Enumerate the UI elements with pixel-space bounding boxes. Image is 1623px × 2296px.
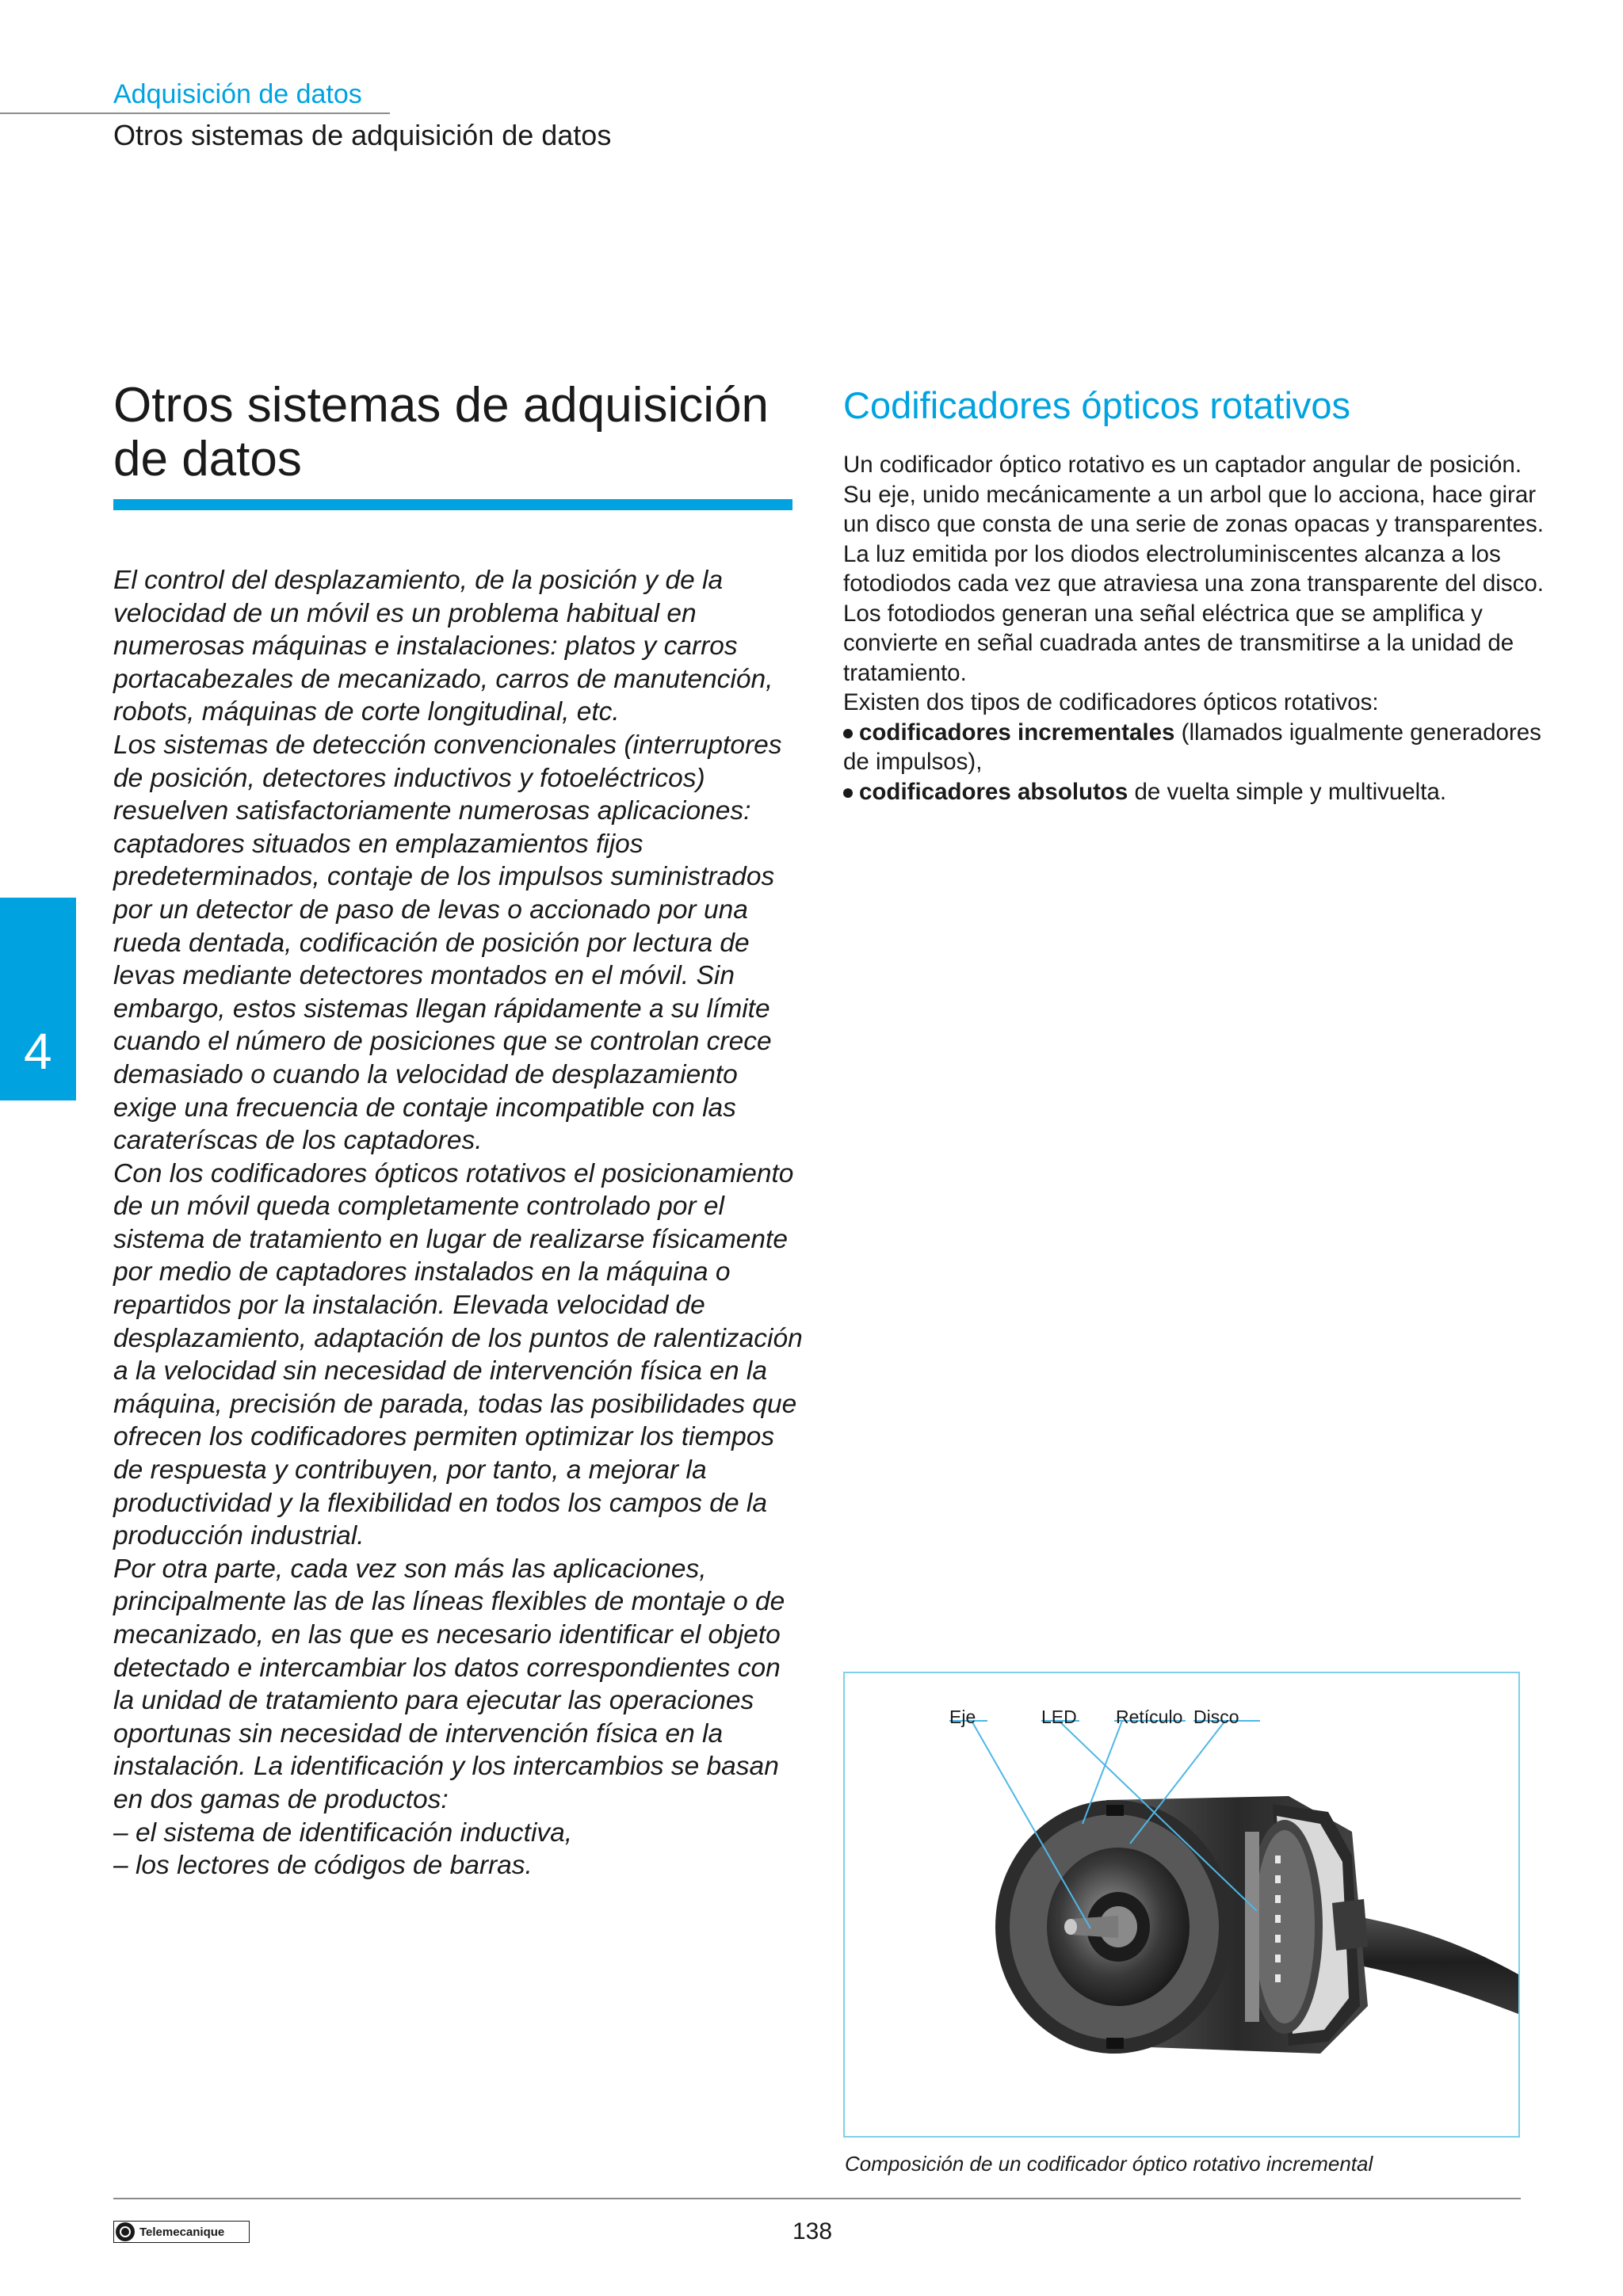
logo-text: Telemecanique <box>139 2225 225 2239</box>
page-title <box>113 379 795 486</box>
page-title-line-1: Otros sistemas de adquisición <box>113 378 769 433</box>
bullet-term: codificadores absolutos <box>859 778 1128 805</box>
bullet-text: de vuelta simple y multivuelta. <box>1128 778 1447 805</box>
intro-paragraph: El control del desplazamiento, de la posición y de la velocidad de un móvil es un problema habitual en numerosas máquinas e instalaciones: platos y carros portacabezales de mecanizado, carros de manutención, robots, máquinas de corte longitudinal, etc. <box>113 566 773 727</box>
section-heading: Codificadores ópticos rotativos <box>843 384 1351 426</box>
section-paragraph: Un codificador óptico rotativo es un captador angular de posición. Su eje, unido mecánicamente a un arbol que lo acciona, hace girar un disco que consta de una serie de zonas opacas y transparentes. La luz emitida por los diodos electroluminiscentes alcanza a los fotodiodos cada vez que atraviesa una zona transparente del disco. Los fotodiodos generan una señal eléctrica que se amplifica y convierte en señal cuadrada antes de transmitirse a la unidad de tratamiento. <box>843 452 1544 686</box>
intro-list-item: – los lectores de códigos de barras. <box>113 1851 533 1881</box>
encoder-illustration <box>845 1673 1518 2136</box>
intro-paragraph: Los sistemas de detección convencionales (interruptores de posición, detectores inductivos y fotoeléctricos) resuelven satisfactoriamente numerosas aplicaciones: captadores situados en emplazamientos fijos predeterminados, contaje de los impulsos suministrados por un detector de paso de levas o accionado por una rueda dentada, codificación de posición por lectura de levas mediante detectores montados en el móvil. Sin embargo, estos sistemas llegan rápidamente a su límite cuando el número de posiciones que se controlan crece demasiado o cuando la velocidad de desplazamiento exige una frecuencia de contaje incompatible con las carateríscas de los captadores. <box>113 730 782 1156</box>
figure-label-disco: Disco <box>1193 1707 1239 1727</box>
intro-paragraph: Por otra parte, cada vez son más las aplicaciones, principalmente las de las líneas flexibles de montaje o de mecanizado, en las que es necesario identificar el objeto detectado e intercambiar los datos correspondientes con la unidad de tratamiento para ejecutar las operaciones oportunas sin necesidad de intervención física en la instalación. La identificación y los intercambios se basan en dos gamas de productos: <box>113 1554 785 1814</box>
figure-label-eje: Eje <box>949 1707 976 1727</box>
page-number: 138 <box>792 2218 833 2245</box>
intro-list-item: – el sistema de identificación inductiva, <box>113 1817 573 1848</box>
figure-frame <box>843 1672 1520 2138</box>
title-underline-bar <box>113 499 792 510</box>
intro-paragraph: Con los codificadores ópticos rotativos el posicionamiento de un móvil queda completamente controlado por el sistema de tratamiento en lugar de realizarse físicamente por medio de captadores instalados en la máquina o repartidos por la instalación. Elevada velocidad de desplazamiento, adaptación de los puntos de ralentización a la velocidad sin necesidad de intervención física en la máquina, precisión de parada, todas las posibilidades que ofrecen los codificadores permiten optimizar los tiempos de respuesta y contribuyen, por tanto, a mejorar la productividad y la flexibilidad en todos los campos de la producción industrial. <box>113 1158 803 1551</box>
header-section-title: Adquisición de datos <box>113 79 362 109</box>
bullet-icon <box>843 729 853 738</box>
bullet-text: (llamados igualmente generadores de impulsos), <box>843 719 1541 775</box>
footer-divider <box>113 2198 1521 2199</box>
figure-label-reticulo: Retículo <box>1116 1707 1183 1727</box>
page-title-line-2: de datos <box>113 432 302 486</box>
figure-label-led: LED <box>1041 1707 1077 1727</box>
telemecanique-logo-icon <box>116 2222 135 2241</box>
figure-caption: Composición de un codificador óptico rotativo incremental <box>845 2152 1373 2176</box>
bullet-item <box>843 777 1556 807</box>
header-subsection-title: Otros sistemas de adquisición de datos <box>113 119 612 151</box>
bullet-term: codificadores incrementales <box>859 719 1175 746</box>
section-intro-line: Existen dos tipos de codificadores ópticos rotativos: <box>843 689 1379 715</box>
intro-text <box>113 564 803 1882</box>
bullet-item <box>843 718 1556 777</box>
telemecanique-logo <box>113 2221 250 2243</box>
section-body <box>843 450 1556 807</box>
header-divider <box>0 113 390 114</box>
chapter-number: 4 <box>24 1023 52 1080</box>
bullet-icon <box>843 788 853 798</box>
